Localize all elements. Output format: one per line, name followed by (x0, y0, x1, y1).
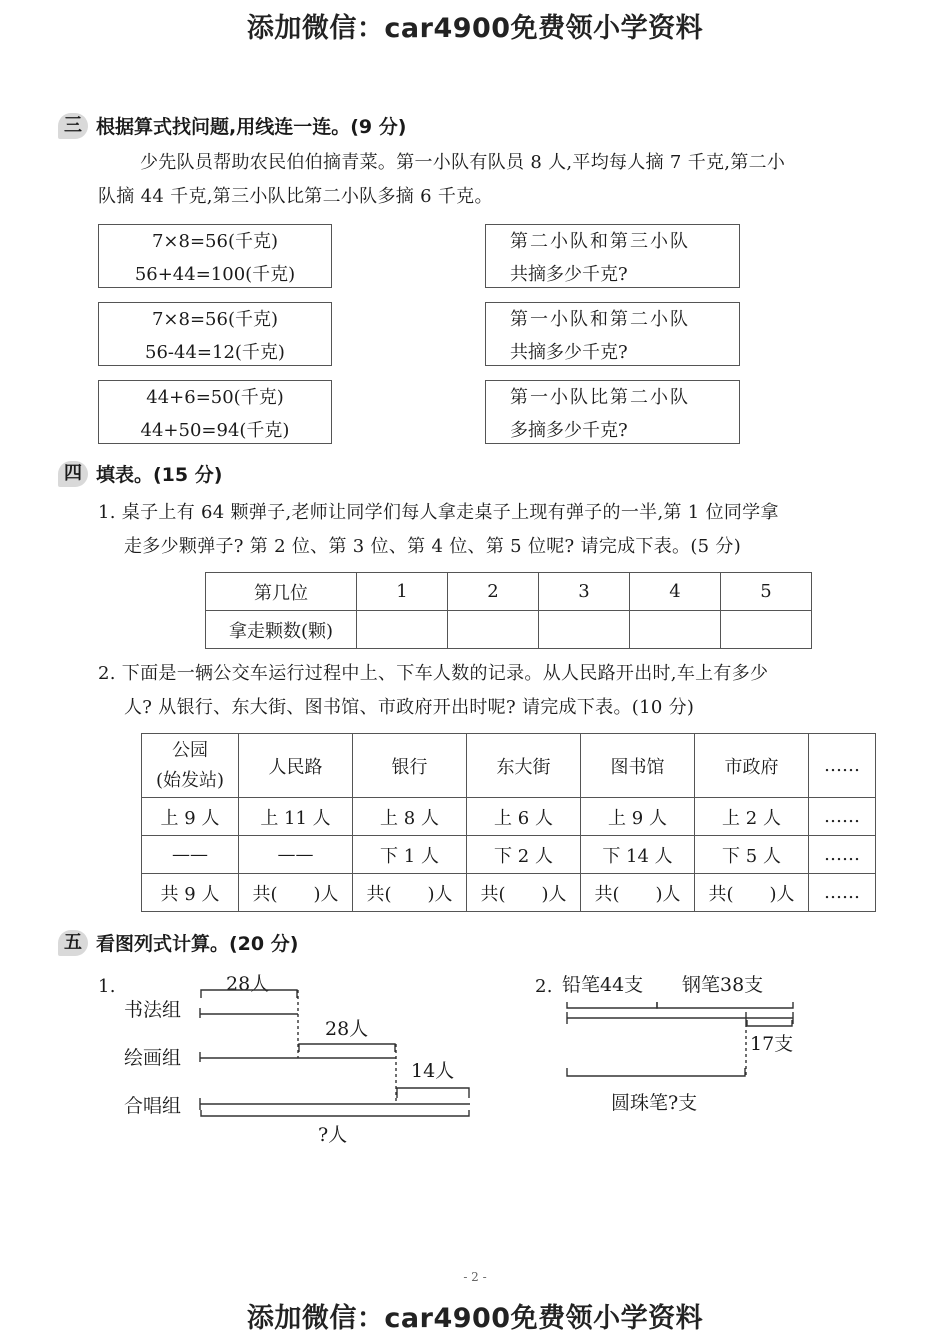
group-bar-diagram (190, 960, 490, 1130)
formula-3-line1: 44+6=50(千克) (146, 387, 284, 408)
question-box-2[interactable] (485, 302, 740, 366)
marbles-answer-cell[interactable] (630, 611, 721, 649)
marbles-header-cell: 4 (630, 573, 721, 611)
section-3-heading (58, 112, 406, 139)
formula-box-3[interactable] (98, 380, 332, 444)
question-1-line1: 第二小队和第三小队 (510, 231, 690, 252)
section-4-q2-line1: 2. 下面是一辆公交车运行过程中上、下车人数的记录。从人民路开出时,车上有多少 (98, 663, 769, 684)
bus-header-park: 公园 (172, 739, 208, 761)
pen-bar-diagram (560, 990, 800, 1090)
marbles-answer-cell[interactable] (357, 611, 448, 649)
marbles-header-cell: 1 (357, 573, 448, 611)
section-3-problem-line1: 少先队员帮助农民伯伯摘青菜。第一小队有队员 8 人,平均每人摘 7 千克,第二小 (140, 152, 786, 173)
section-4-q1-line2: 走多少颗弹子? 第 2 位、第 3 位、第 4 位、第 5 位呢? 请完成下表。(5 分) (124, 536, 742, 557)
label-pencil: 铅笔44支 (562, 974, 644, 996)
figure-2-number: 2. (535, 976, 553, 997)
row-label-choir: 合唱组 (124, 1095, 182, 1117)
marbles-answer-cell[interactable] (721, 611, 812, 649)
formula-1-line2: 56+44=100(千克) (134, 264, 296, 285)
marbles-table (205, 572, 812, 649)
formula-2-line1: 7×8=56(千克) (151, 309, 279, 330)
bus-up-cell: 上 11 人 (239, 798, 353, 836)
question-2-line2: 共摘多少千克? (510, 342, 628, 363)
row-label-painting: 绘画组 (124, 1047, 182, 1069)
bus-total-answer-cell[interactable]: 共( )人 (467, 874, 581, 912)
bus-total-cell: 共 9 人 (142, 874, 239, 912)
bus-total-answer-cell[interactable]: 共( )人 (695, 874, 809, 912)
section-3-title: 根据算式找问题,用线连一连。(9 分) (96, 116, 407, 138)
question-box-1[interactable] (485, 224, 740, 288)
bus-down-cell: —— (142, 836, 239, 874)
bus-header-cell: 图书馆 (581, 734, 695, 798)
bus-table (141, 733, 876, 912)
bus-header-cell: 市政府 (695, 734, 809, 798)
watermark-bottom: 添加微信：car4900免费领小学资料 (246, 1303, 704, 1334)
bus-total-cell: …… (809, 874, 876, 912)
section-5-title: 看图列式计算。(20 分) (96, 933, 299, 955)
pencil-brace (567, 1002, 657, 1008)
bus-up-cell: 上 9 人 (581, 798, 695, 836)
formula-1-line1: 7×8=56(千克) (151, 231, 279, 252)
section-5-heading (58, 929, 298, 956)
section-4-q2-line2: 人? 从银行、东大街、图书馆、市政府开出时呢? 请完成下表。(10 分) (124, 697, 695, 718)
section-3-problem-line2: 队摘 44 千克,第三小队比第二小队多摘 6 千克。 (98, 186, 493, 207)
painting-brace (299, 1044, 395, 1052)
bus-up-cell: …… (809, 798, 876, 836)
bus-header-cell: 人民路 (239, 734, 353, 798)
bus-down-cell: …… (809, 836, 876, 874)
choir-brace (397, 1088, 469, 1098)
question-3-line1: 第一小队比第二小队 (510, 387, 690, 408)
formula-box-2[interactable] (98, 302, 332, 366)
question-1-line2: 共摘多少千克? (510, 264, 628, 285)
watermark-top: 添加微信：car4900免费领小学资料 (246, 13, 704, 44)
formula-box-1[interactable] (98, 224, 332, 288)
pen-brace (657, 1002, 793, 1008)
row-label-calligraphy: 书法组 (124, 999, 182, 1021)
bus-header-cell (142, 734, 239, 798)
label-pen: 钢笔38支 (682, 974, 764, 996)
formula-3-line2: 44+50=94(千克) (140, 420, 290, 441)
label-diff: 17支 (750, 1033, 794, 1055)
bus-down-cell: 下 1 人 (353, 836, 467, 874)
bus-header-cell: 东大街 (467, 734, 581, 798)
question-3-line2: 多摘多少千克? (510, 420, 628, 441)
figure-1-number: 1. (98, 976, 116, 997)
marbles-header-cell: 第几位 (206, 573, 357, 611)
brace-label-28-painting: 28人 (325, 1018, 369, 1040)
calligraphy-brace (201, 990, 297, 998)
bus-down-cell: 下 2 人 (467, 836, 581, 874)
bus-header-origin: (始发站) (155, 769, 225, 791)
question-2-line1: 第一小队和第二小队 (510, 309, 690, 330)
page-number: - 2 - (463, 1270, 487, 1284)
bus-total-answer-cell[interactable]: 共( )人 (353, 874, 467, 912)
formula-2-line2: 56-44=12(千克) (145, 342, 285, 363)
bus-down-cell: 下 5 人 (695, 836, 809, 874)
bus-up-cell: 上 9 人 (142, 798, 239, 836)
marbles-row-label: 拿走颗数(颗) (206, 611, 357, 649)
marbles-header-cell: 2 (448, 573, 539, 611)
marbles-answer-cell[interactable] (448, 611, 539, 649)
bus-total-answer-cell[interactable]: 共( )人 (581, 874, 695, 912)
diff-brace (747, 1020, 792, 1026)
section-4-number: 四 (58, 461, 88, 487)
question-box-3[interactable] (485, 380, 740, 444)
marbles-header-cell: 3 (539, 573, 630, 611)
section-5-number: 五 (58, 930, 88, 956)
total-brace (201, 1110, 469, 1116)
bus-total-answer-cell[interactable]: 共( )人 (239, 874, 353, 912)
section-3-number: 三 (58, 113, 88, 139)
bus-up-cell: 上 2 人 (695, 798, 809, 836)
section-4-title: 填表。(15 分) (96, 464, 223, 486)
bus-down-cell: —— (239, 836, 353, 874)
bus-header-cell: …… (809, 734, 876, 798)
bus-header-cell: 银行 (353, 734, 467, 798)
marbles-answer-cell[interactable] (539, 611, 630, 649)
brace-label-total: ?人 (318, 1124, 348, 1146)
marbles-header-cell: 5 (721, 573, 812, 611)
brace-label-14: 14人 (411, 1060, 455, 1082)
label-ballpen: 圆珠笔?支 (611, 1092, 698, 1114)
bus-up-cell: 上 6 人 (467, 798, 581, 836)
ballpen-brace (567, 1068, 745, 1076)
bus-down-cell: 下 14 人 (581, 836, 695, 874)
brace-label-28-calligraphy: 28人 (226, 973, 270, 995)
section-4-heading (58, 460, 222, 487)
section-4-q1-line1: 1. 桌子上有 64 颗弹子,老师让同学们每人拿走桌子上现有弹子的一半,第 1 位同学拿 (98, 502, 779, 523)
bus-up-cell: 上 8 人 (353, 798, 467, 836)
